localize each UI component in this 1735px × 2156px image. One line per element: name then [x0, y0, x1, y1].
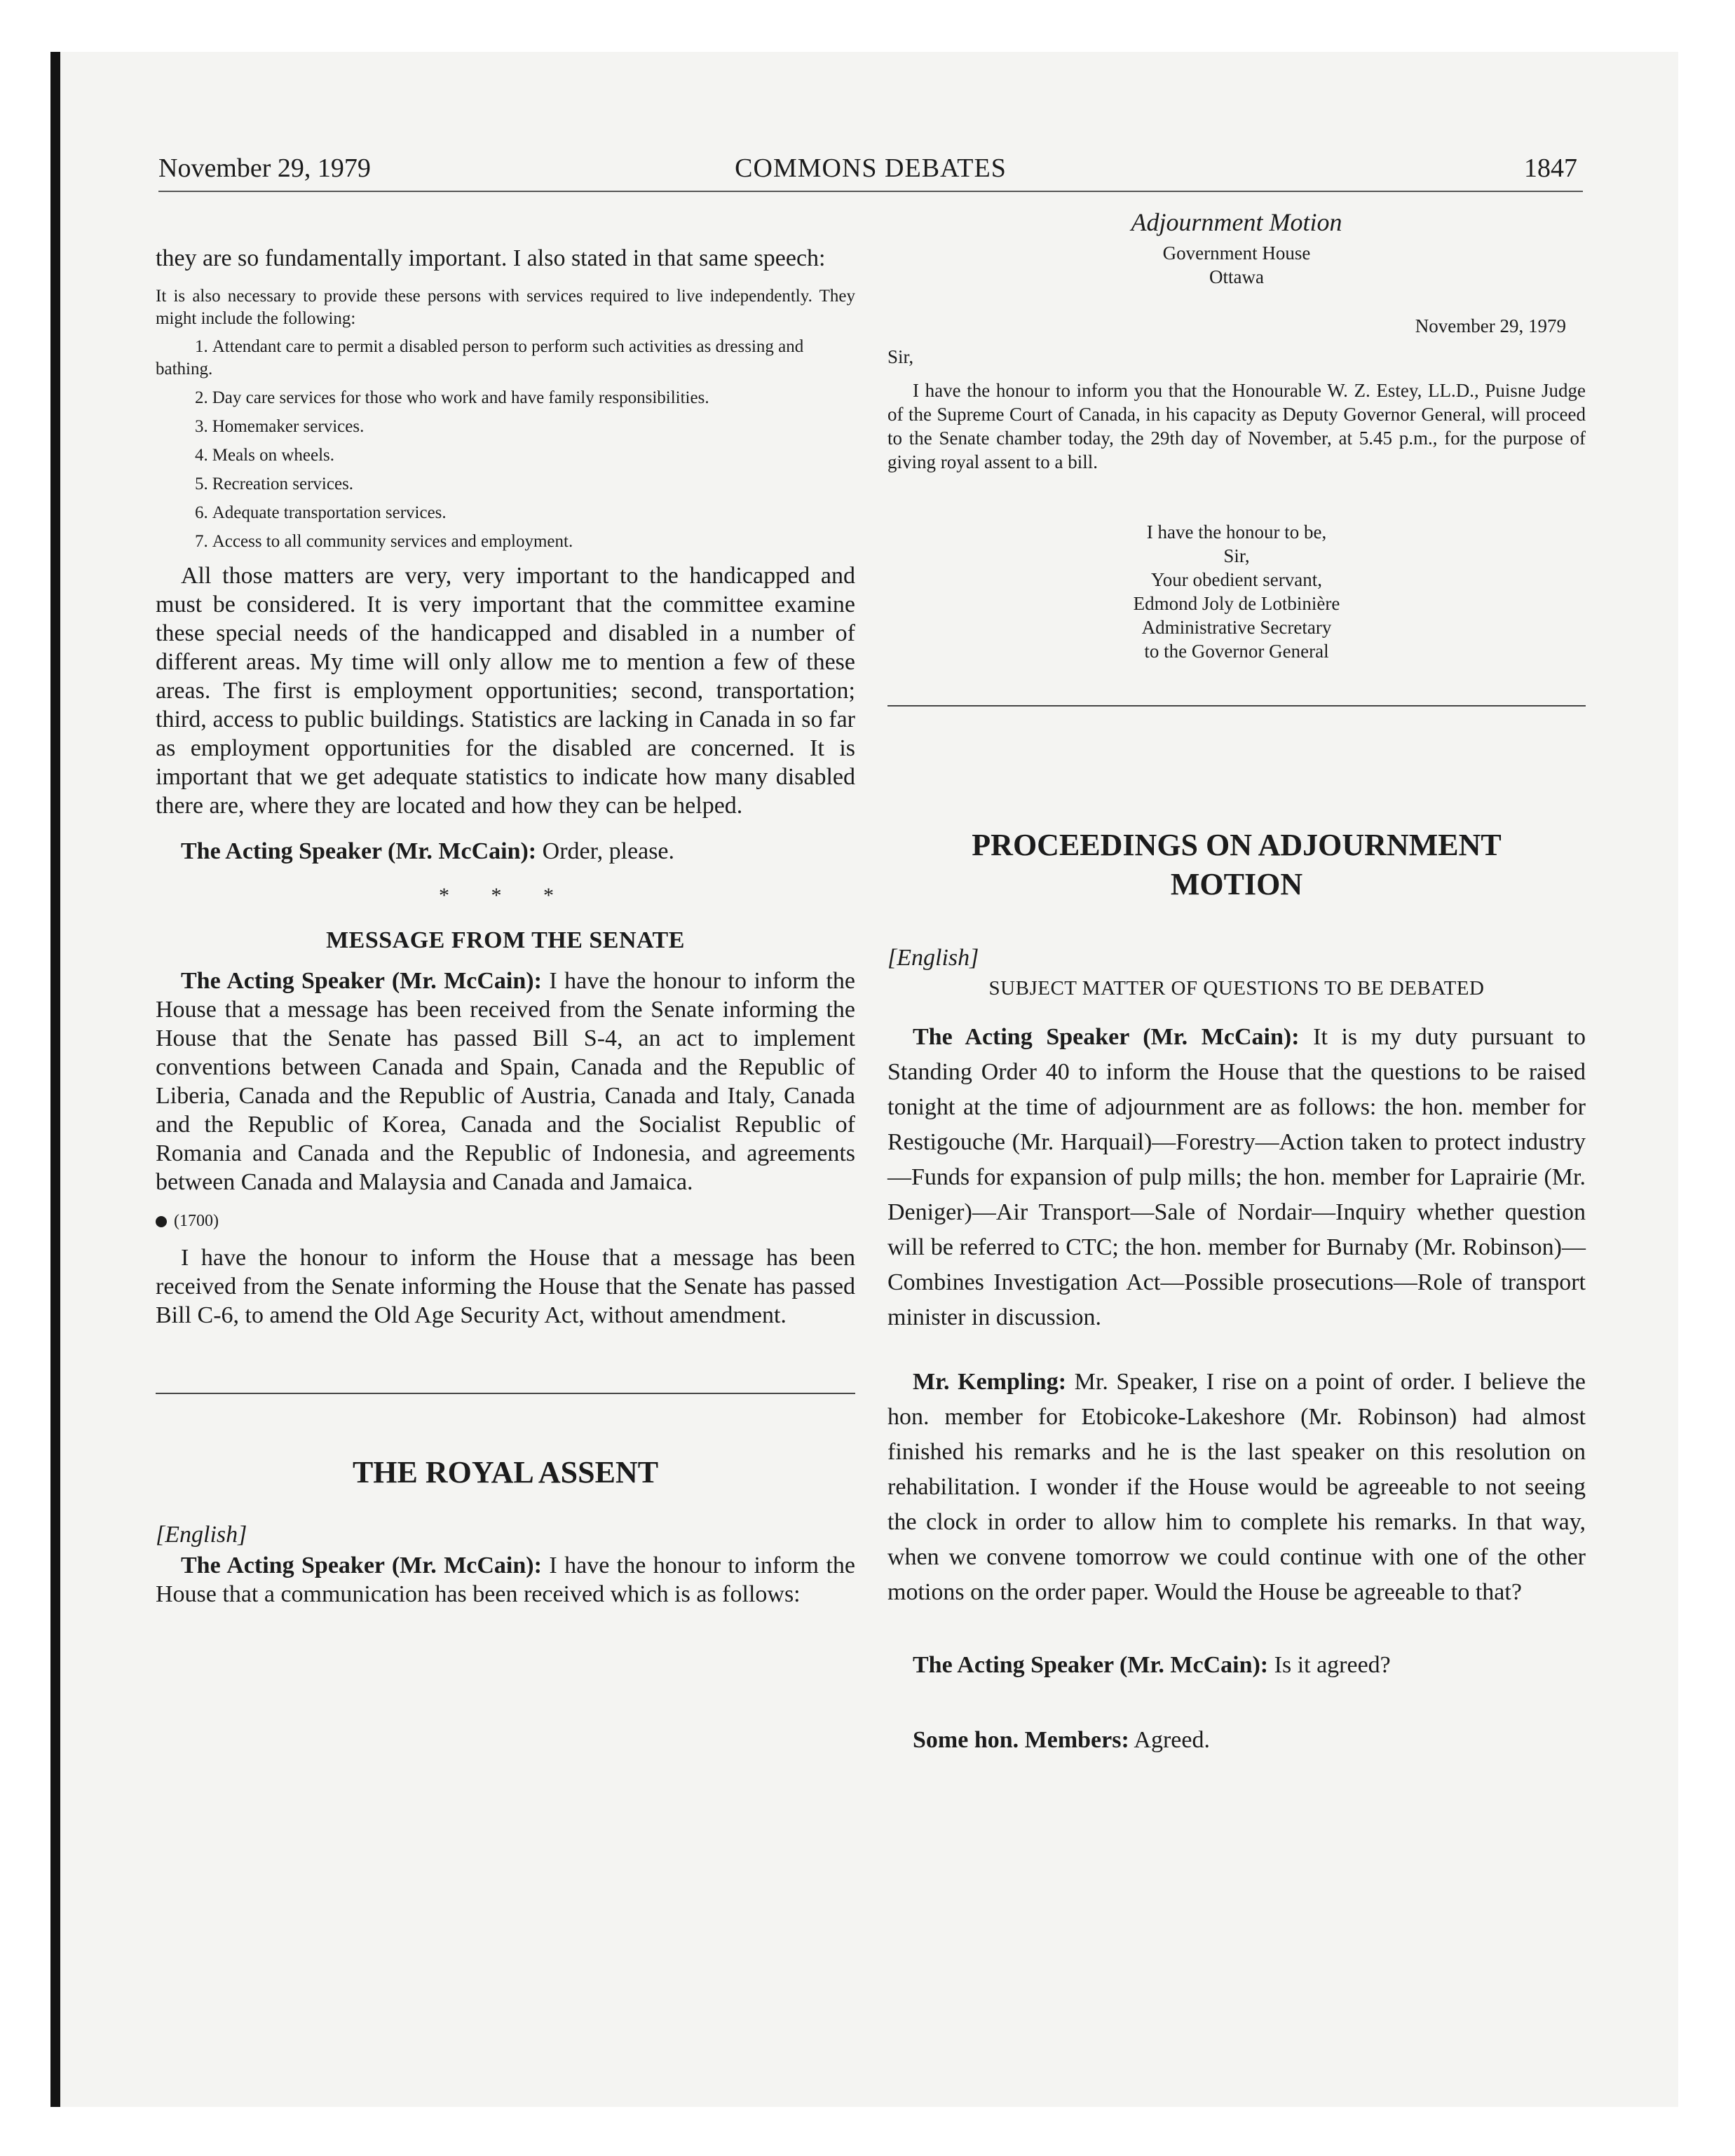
page-header — [158, 149, 1583, 192]
letter-place: Government House — [1162, 243, 1311, 264]
list-item: 3. Homemaker services. — [195, 417, 365, 436]
questions-paragraph: The Acting Speaker (Mr. McCain): It is my duty pursuant to Standing Order 40 to inform the House that the questions to be raised tonight at the time of adjournment are as follows: the hon. member for Restigouche (Mr. Harquail)—Forestry—Action taken to protect industry—Funds for expansion of pulp mills; the hon. member for Laprairie (Mr. Deniger)—Air Transport—Sale of Nordair—Inquiry whether question will be referred to CTC; the hon. member for Burnaby (Mr. Robinson)—Combines Investigation Act—Possible prosecutions—Role of transport minister in discussion. — [887, 1024, 1586, 1330]
list-item: 6. Adequate transportation services. — [195, 503, 447, 522]
royal-assent-heading: THE ROYAL ASSENT — [352, 1455, 659, 1489]
agreed-question: The Acting Speaker (Mr. McCain): Is it agreed? — [913, 1652, 1391, 1678]
speaker-name: Some hon. Members: — [913, 1727, 1129, 1753]
list-item: 7. Access to all community services and employment. — [195, 532, 573, 551]
speaker-name: The Acting Speaker (Mr. McCain): — [181, 838, 537, 864]
intro-paragraph: they are so fundamentally important. I also stated in that same speech: — [156, 245, 826, 271]
point-of-order-paragraph: Mr. Kempling: Mr. Speaker, I rise on a point of order. I believe the hon. member for Etobicoke-Lakeshore (Mr. Robinson) had almost finished his remarks and he is the last speaker on this resolution on rehabilitation. I wonder if the House would be agreeable to not seeing the clock in order to allow him to complete his remarks. In that way, when we convene tomorrow we could continue with one of the other motions on the order paper. Would the House be agreeable to that? — [887, 1369, 1586, 1605]
closing-line: Sir, — [1223, 545, 1250, 566]
letter-body: I have the honour to inform you that the Honourable W. Z. Estey, LL.D., Puisne Judge of the Supreme Court of Canada, in his capacity as Deputy Governor General, will proceed to the Senate chamber today, the 29th day of November, at 5.45 p.m., for the purpose of giving royal assent to a bill. — [887, 380, 1586, 472]
letter-city: Ottawa — [1209, 266, 1264, 287]
bullet-icon — [156, 1216, 167, 1227]
communication-paragraph: The Acting Speaker (Mr. McCain): I have the honour to inform the House that a communication has been received which is as follows: — [156, 1553, 855, 1607]
list-item: 5. Recreation services. — [195, 475, 354, 493]
scan-edge — [50, 52, 60, 2107]
speaker-name: The Acting Speaker (Mr. McCain): — [913, 1652, 1269, 1678]
header-page-number: 1847 — [1524, 153, 1577, 183]
section-rule — [887, 705, 1586, 707]
bill-c6-paragraph: I have the honour to inform the House that a message has been received from the Senate informing the House that the Senate has passed Bill C-6, to amend the Old Age Security Act, without amendment. — [156, 1245, 855, 1328]
closing-line: to the Governor General — [1144, 641, 1329, 662]
time-marker: (1700) — [156, 1212, 855, 1231]
senate-heading: MESSAGE FROM THE SENATE — [326, 927, 685, 953]
letter-salutation: Sir, — [887, 346, 914, 367]
letter-date: November 29, 1979 — [1415, 315, 1566, 336]
speaker-name: The Acting Speaker (Mr. McCain): — [181, 968, 542, 994]
speaker-order: The Acting Speaker (Mr. McCain): Order, please. — [181, 838, 675, 864]
speaker-name: The Acting Speaker (Mr. McCain): — [181, 1553, 542, 1578]
handicapped-paragraph: All those matters are very, very important to the handicapped and must be considered. It is very important that the committee examine these special needs of the handicapped and disabled in a number of different areas. My time will only allow me to mention a few of these areas. The first is employment opportunities; second, transportation; third, access to public buildings. Statistics are lacking in Canada in so far as employment opportunities for the disabled are concerned. It is important that we get adequate statistics to indicate how many disabled there are, where they are located and how they can be helped. — [156, 563, 855, 819]
section-rule — [156, 1393, 855, 1394]
language-tag: [English] — [156, 1522, 247, 1548]
language-tag: [English] — [887, 945, 979, 971]
services-list — [156, 336, 855, 553]
list-item: 4. Meals on wheels. — [195, 446, 335, 465]
left-column — [156, 207, 855, 1609]
speaker-name: Mr. Kempling: — [913, 1369, 1067, 1395]
subject-heading: SUBJECT MATTER OF QUESTIONS TO BE DEBATED — [988, 977, 1485, 999]
motion-title: Adjournment Motion — [1131, 208, 1342, 236]
section-separator: * * * — [439, 884, 572, 907]
speaker-name: The Acting Speaker (Mr. McCain): — [913, 1024, 1300, 1050]
senate-message-paragraph: The Acting Speaker (Mr. McCain): I have the honour to inform the House that a message has been received from the Senate informing the House that the Senate has passed Bill S-4, an act to implement conventions between Canada and Spain, Canada and the Republic of Liberia, Canada and the Republic of Austria, Canada and Italy, Canada and the Republic of Korea, Canada and the Socialist Republic of Romania and Canada and the Republic of Indonesia, and agreements between Canada and Malaysia and Canada and Jamaica. — [156, 968, 855, 1195]
header-date: November 29, 1979 — [158, 153, 371, 183]
signatory-name: Edmond Joly de Lotbinière — [1133, 593, 1340, 614]
quote-intro: It is also necessary to provide these persons with services required to live independently. They might include the following: — [156, 287, 855, 328]
closing-line: Your obedient servant, — [1151, 569, 1322, 590]
proceedings-heading: PROCEEDINGS ON ADJOURNMENT MOTION — [972, 828, 1502, 901]
header-title: COMMONS DEBATES — [735, 153, 1007, 183]
members-response: Some hon. Members: Agreed. — [913, 1727, 1210, 1753]
letter-closing — [887, 520, 1586, 663]
closing-line: I have the honour to be, — [1146, 521, 1327, 543]
list-item: 2. Day care services for those who work and have family responsibilities. — [195, 388, 709, 407]
right-column — [887, 207, 1586, 1754]
list-item: 1. Attendant care to permit a disabled person to perform such activities as dressing and bathing. — [156, 337, 804, 378]
closing-line: Administrative Secretary — [1141, 617, 1332, 638]
